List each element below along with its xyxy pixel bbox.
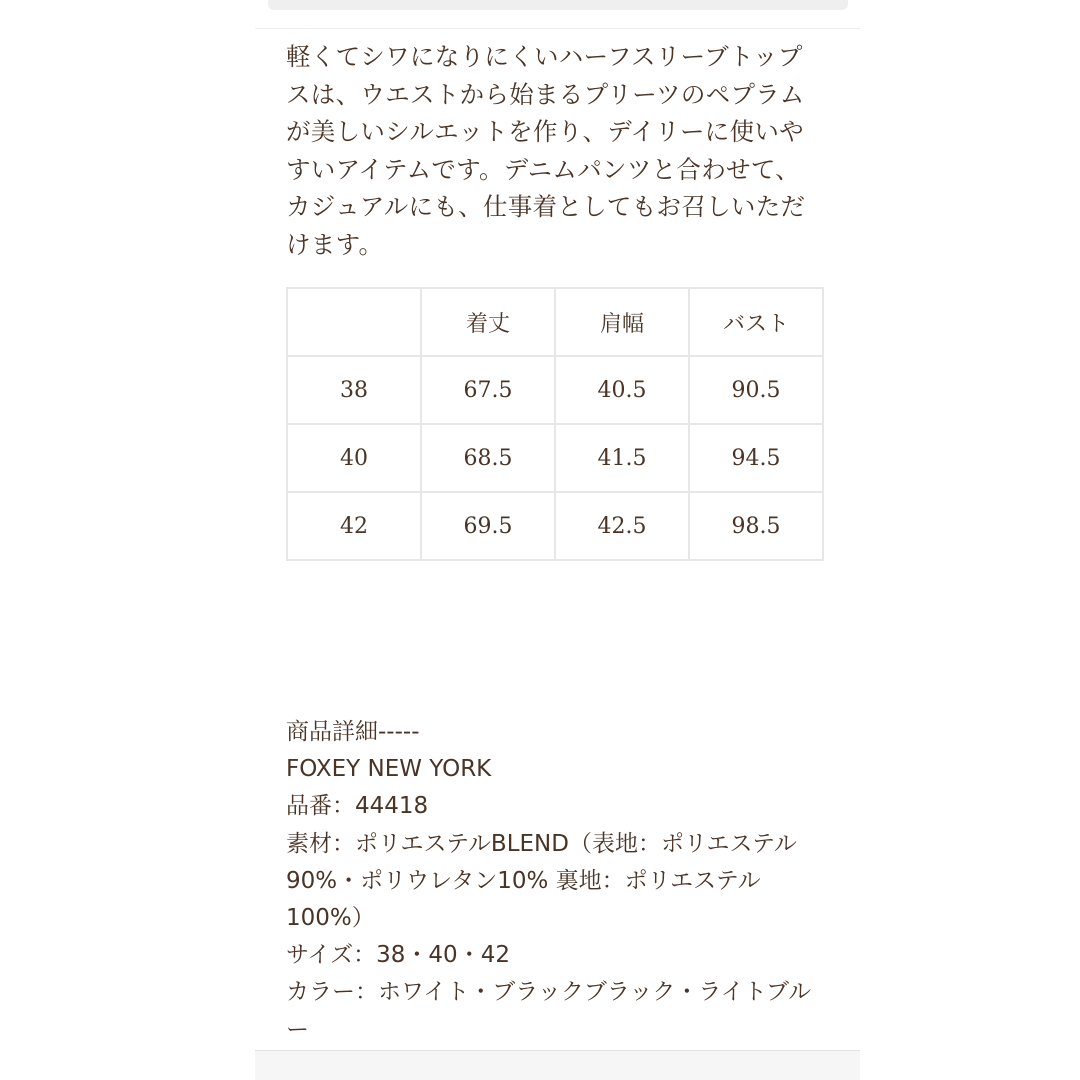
details-item-number: 品番：44418 xyxy=(286,793,429,820)
shoulder-cell: 42.5 xyxy=(555,492,689,560)
bottom-container-edge xyxy=(255,1051,860,1080)
shoulder-cell: 41.5 xyxy=(555,424,689,492)
table-row xyxy=(287,424,823,492)
size-table-header-length: 着丈 xyxy=(421,288,555,356)
bust-cell: 90.5 xyxy=(689,356,823,424)
top-divider xyxy=(255,28,860,29)
shoulder-cell: 40.5 xyxy=(555,356,689,424)
bust-cell: 94.5 xyxy=(689,424,823,492)
details-heading: 商品詳細----- xyxy=(286,719,420,745)
size-cell: 40 xyxy=(287,424,421,492)
table-row xyxy=(287,492,823,560)
details-sizes: サイズ：38・40・42 xyxy=(286,942,510,969)
size-cell: 38 xyxy=(287,356,421,424)
size-table-header-row xyxy=(287,288,823,356)
table-row xyxy=(287,356,823,424)
size-table-header-corner xyxy=(287,288,421,356)
details-brand: FOXEY NEW YORK xyxy=(286,756,492,783)
details-colors: カラー：ホワイト・ブラックブラック・ライトブルー xyxy=(286,979,812,1043)
size-table xyxy=(286,287,824,561)
size-table-header-bust: バスト xyxy=(689,288,823,356)
product-description: 軽くてシワになりにくいハーフスリーブトップスは、ウエストから始まるプリーツのペプラムが美しいシルエットを作り、デイリーに使いやすいアイテムです。デニムパンツと合わせて、カジュアルにも、仕事着としてもお召しいただけます。 xyxy=(286,42,806,259)
bust-cell: 98.5 xyxy=(689,492,823,560)
length-cell: 69.5 xyxy=(421,492,555,560)
size-cell: 42 xyxy=(287,492,421,560)
length-cell: 67.5 xyxy=(421,356,555,424)
size-table-header-shoulder: 肩幅 xyxy=(555,288,689,356)
top-container-edge xyxy=(268,0,848,10)
details-material: 素材：ポリエステルBLEND（表地：ポリエステル90%・ポリウレタン10% 裏地：ポリエステル100%） xyxy=(286,830,797,932)
length-cell: 68.5 xyxy=(421,424,555,492)
product-details xyxy=(286,714,826,1049)
